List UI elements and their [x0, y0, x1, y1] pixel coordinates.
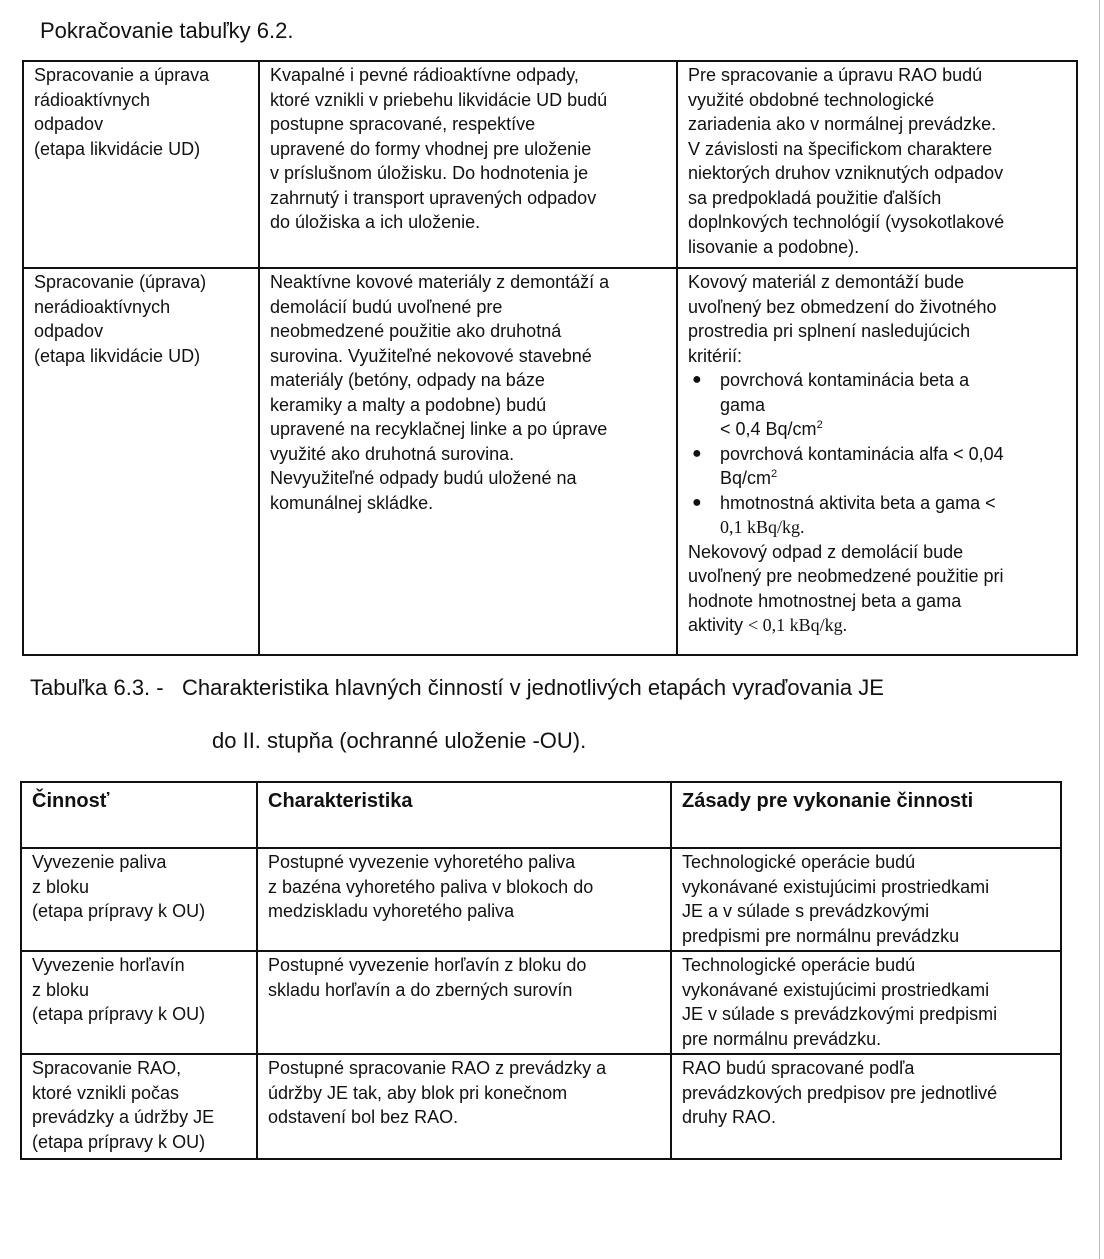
cell-line: (etapa prípravy k OU)	[32, 901, 206, 921]
list-item	[688, 491, 1068, 540]
caption-label: Tabuľka 6.3. -	[30, 675, 164, 700]
cell-line: Postupné vyvezenie horľavín z bloku do	[268, 955, 587, 975]
cell-line: Vyvezenie paliva	[32, 852, 167, 872]
cell-line: Spracovanie (úprava)	[34, 272, 207, 292]
cell-line: do úložiska a ich uloženie.	[270, 212, 481, 232]
table-row	[21, 848, 1061, 951]
cell-line: materiály (betóny, odpady na báze	[270, 370, 545, 390]
cell-line: doplnkových technológií (vysokotlakové	[688, 212, 1005, 232]
activity-cell	[21, 1054, 257, 1159]
column-header: Charakteristika	[257, 782, 671, 848]
cell-line: Kovový materiál z demontáží bude	[688, 272, 965, 292]
bullet-icon: ●	[692, 371, 702, 388]
principles-cell	[671, 1054, 1061, 1159]
criterion-value-text: Bq/cm	[720, 468, 772, 488]
cell-line: Nekovový odpad z demolácií bude	[688, 541, 964, 562]
cell-line: vykonávané existujúcimi prostriedkami	[682, 979, 990, 1000]
cell-line: odpadov	[34, 114, 104, 134]
cell-line: prevádzkových predpisov pre jednotlivé	[682, 1082, 998, 1103]
activity-cell	[21, 848, 257, 951]
characteristics-cell	[259, 61, 677, 268]
cell-line: keramiky a malty a podobne) budú	[270, 394, 547, 415]
cell-line: zariadenia ako v normálnej prevádzke.	[688, 114, 997, 134]
principles-cell	[671, 951, 1061, 1054]
cell-line: niektorých druhov vzniknutých odpadov	[688, 163, 1004, 183]
cell-line: hodnote hmotnostnej beta a gama	[688, 590, 962, 611]
principles-cell	[677, 268, 1077, 655]
cell-line: lisovanie a podobne).	[688, 236, 860, 257]
cell-line: JE a v súlade s prevádzkovými	[682, 901, 930, 921]
cell-line: prevádzky a údržby JE	[32, 1107, 215, 1127]
cell-line: prostredia pri splnení nasledujúcich	[688, 321, 971, 341]
table-row	[21, 1054, 1061, 1159]
cell-line: predpismi pre normálnu prevádzku	[682, 925, 960, 946]
cell-line: Nevyužiteľné odpady budú uložené na	[270, 468, 577, 488]
characteristics-cell	[257, 848, 671, 951]
principles-cell	[677, 61, 1077, 268]
cell-line: využité obdobné technologické	[688, 89, 935, 110]
cell-line: Spracovanie RAO,	[32, 1058, 182, 1078]
caption-line: do II. stupňa (ochranné uloženie -OU).	[212, 728, 587, 753]
cell-line: vykonávané existujúcimi prostriedkami	[682, 876, 990, 897]
cell-line: údržby JE tak, aby blok pri konečnom	[268, 1082, 568, 1103]
cell-line: Kvapalné i pevné rádioaktívne odpady,	[270, 65, 579, 85]
cell-line: odstavení bol bez RAO.	[268, 1107, 459, 1127]
cell-line: z bloku	[32, 979, 90, 1000]
cell-line: komunálnej skládke.	[270, 492, 434, 513]
cell-line: zahrnutý i transport upravených odpadov	[270, 187, 597, 208]
cell-line: kritérií:	[688, 345, 742, 366]
cell-line: uvoľnený bez obmedzení do životného	[688, 296, 997, 317]
cell-line: z bloku	[32, 876, 90, 897]
criterion-value-text: < 0,4 Bq/cm	[720, 419, 817, 439]
cell-line: skladu horľavín a do zberných surovín	[268, 979, 573, 1000]
cell-line: Technologické operácie budú	[682, 955, 916, 975]
cell-line: upravené na recyklačnej linke a po úprave	[270, 419, 608, 439]
cell-line: ktoré vznikli v priebehu likvidácie UD budú	[270, 89, 608, 110]
characteristics-cell	[259, 268, 677, 655]
cell-line: nerádioaktívnych	[34, 296, 171, 317]
cell-line: rádioaktívnych	[34, 89, 151, 110]
cell-line: využité ako druhotná surovina.	[270, 443, 515, 464]
cell-line: demolácií budú uvoľnené pre	[270, 296, 503, 317]
activity-cell	[21, 951, 257, 1054]
column-header: Činnosť	[21, 782, 257, 848]
cell-line: JE v súlade s prevádzkovými predpismi	[682, 1004, 998, 1024]
cell-line: Vyvezenie horľavín	[32, 955, 185, 975]
superscript: 2	[771, 468, 778, 480]
column-header: Zásady pre vykonanie činnosti	[671, 782, 1061, 848]
table-header-row	[21, 782, 1061, 848]
criterion-line: hmotnostná aktivita beta a gama <	[720, 492, 996, 513]
cell-line: Postupné vyvezenie vyhoretého paliva	[268, 852, 576, 872]
cell-line: z bazéna vyhoretého paliva v blokoch do	[268, 876, 594, 897]
list-item	[688, 442, 1068, 491]
superscript: 2	[816, 419, 823, 431]
cell-line: ktoré vznikli počas	[32, 1082, 180, 1103]
table-row	[21, 951, 1061, 1054]
cell-line	[688, 613, 1068, 638]
table-row	[23, 61, 1077, 268]
cell-line: (etapa prípravy k OU)	[32, 1004, 206, 1024]
cell-line: V závislosti na špecifickom charaktere	[688, 138, 993, 159]
cell-line: (etapa likvidácie UD)	[34, 345, 201, 366]
cell-line: postupne spracované, respektíve	[270, 114, 536, 134]
cell-line: neobmedzené použitie ako druhotná	[270, 321, 562, 341]
cell-line: medziskladu vyhoretého paliva	[268, 901, 515, 921]
list-item	[688, 368, 1068, 442]
cell-line: v príslušnom úložisku. Do hodnotenia je	[270, 163, 589, 183]
cell-line: (etapa likvidácie UD)	[34, 138, 201, 159]
criterion-value	[720, 417, 1068, 442]
table-6-2-continuation	[22, 60, 1078, 656]
criterion-value	[720, 466, 1068, 491]
cell-line: sa predpokladá použitie ďalších	[688, 187, 942, 208]
cell-line: (etapa prípravy k OU)	[32, 1131, 206, 1152]
cell-line: Neaktívne kovové materiály z demontáží a	[270, 272, 610, 292]
criterion-line: gama	[720, 394, 766, 415]
table-6-3-caption	[30, 674, 884, 702]
principles-cell	[671, 848, 1061, 951]
cell-line: RAO budú spracované podľa	[682, 1058, 915, 1078]
bullet-icon: ●	[692, 444, 702, 462]
table-row	[23, 268, 1077, 655]
activity-cell	[23, 61, 259, 268]
bullet-icon: ●	[692, 493, 702, 511]
continuation-heading: Pokračovanie tabuľky 6.2.	[40, 18, 294, 43]
characteristics-cell	[257, 1054, 671, 1159]
criterion-line: povrchová kontaminácia alfa < 0,04	[720, 443, 1004, 464]
table-6-3	[20, 781, 1062, 1160]
scan-edge-line	[1099, 0, 1100, 1259]
criteria-list	[688, 368, 1068, 540]
cell-line: uvoľnený pre neobmedzené použitie pri	[688, 566, 1004, 586]
characteristics-cell	[257, 951, 671, 1054]
cell-line-prefix: aktivity	[688, 615, 749, 635]
activity-cell	[23, 268, 259, 655]
criterion-value: 0,1 kBq/kg.	[720, 517, 805, 537]
cell-line: Technologické operácie budú	[682, 852, 916, 872]
cell-line: upravené do formy vhodnej pre uloženie	[270, 138, 592, 159]
cell-line: surovina. Využiteľné nekovové stavebné	[270, 345, 592, 366]
criterion-line: povrchová kontaminácia beta a	[720, 370, 970, 390]
cell-line: Spracovanie a úprava	[34, 65, 210, 85]
cell-line: pre normálnu prevádzku.	[682, 1028, 882, 1049]
cell-line: druhy RAO.	[682, 1107, 777, 1127]
cell-line: Postupné spracovanie RAO z prevádzky a	[268, 1058, 607, 1078]
cell-line: odpadov	[34, 321, 104, 341]
caption-line: Charakteristika hlavných činností v jednotlivých etapách vyraďovania JE	[181, 675, 884, 700]
cell-line-value: < 0,1 kBq/kg.	[748, 615, 848, 635]
cell-line: Pre spracovanie a úpravu RAO budú	[688, 65, 983, 85]
